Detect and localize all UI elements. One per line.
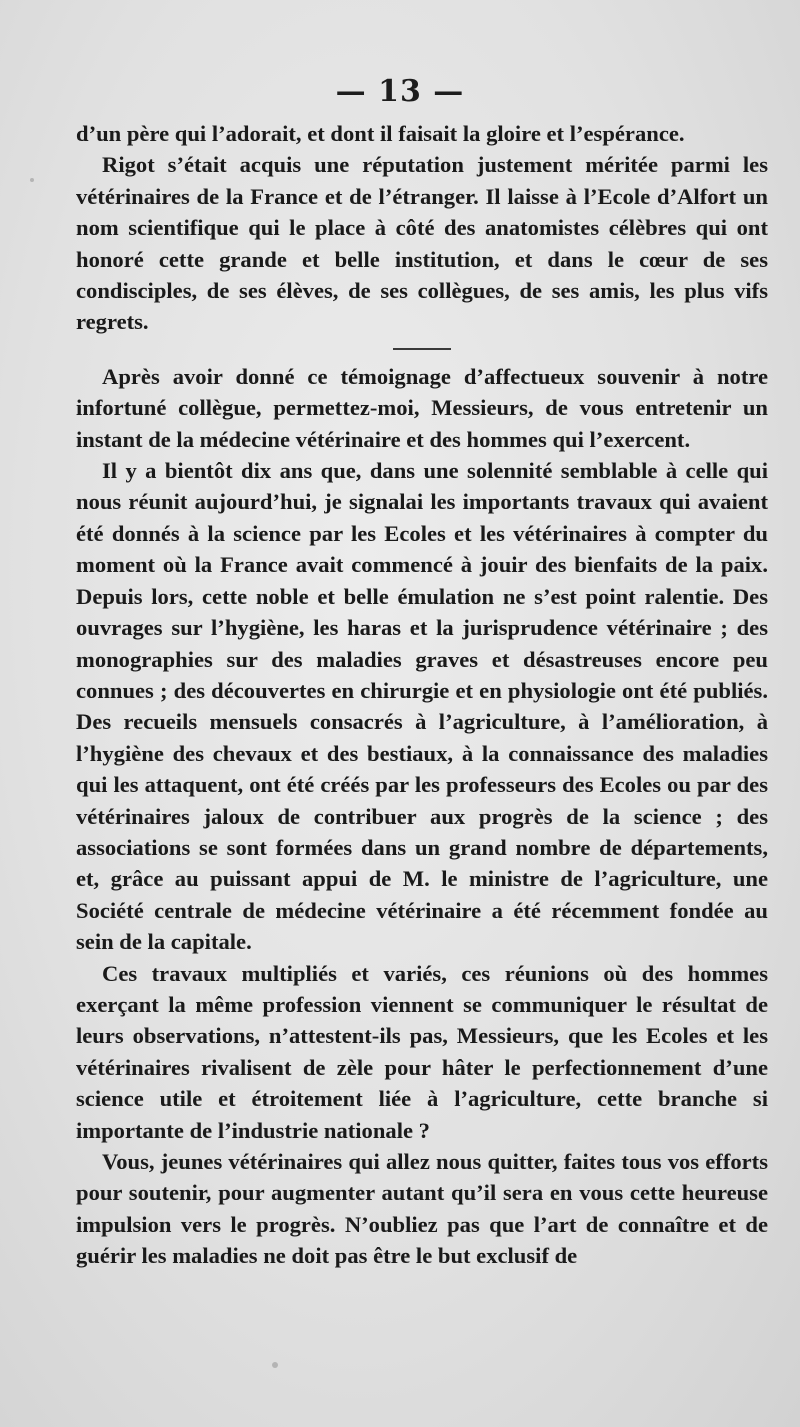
paragraph-1: d’un père qui l’adorait, et dont il faisait la gloire et l’espérance.: [76, 121, 685, 146]
page-body: [76, 118, 768, 1272]
paragraph-5: Ces travaux multipliés et variés, ces réunions où des hommes exerçant la même profession viennent se communiquer le résultat de leurs observations, n’attestent-ils pas, Messieurs, que les Ecoles et les vétérinaires rivalisent de zèle pour hâter le perfectionnement d’une science utile et étroitement liée à l’agriculture, cette branche si importante de l’industrie nationale ?: [76, 960, 768, 1143]
paragraph-2: Rigot s’était acquis une réputation justement méritée parmi les vétérinaires de la France et de l’étranger. Il laisse à l’Ecole d’Alfort un nom scientifique qui le place à côté des anatomistes célèbres qui ont honoré cette grande et belle institution, et dans le cœur de ses condisciples, de ses élèves, de ses collègues, de ses amis, les plus vifs regrets.: [76, 152, 768, 335]
paragraph-6: Vous, jeunes vétérinaires qui allez nous quitter, faites tous vos efforts pour soutenir, pour augmenter autant qu’il sera en vous cette heureuse impulsion vers le progrès. N’oubliez pas que l’art de connaître et de guérir les maladies ne doit pas être le but exclusif de: [76, 1149, 768, 1269]
paragraph-4: Il y a bientôt dix ans que, dans une solennité semblable à celle qui nous réunit aujourd’hui, je signalai les importants travaux qui avaient été donnés à la science par les Ecoles et les vétérinaires à compter du moment où la France avait commencé à jouir des bienfaits de la paix. Depuis lors, cette noble et belle émulation ne s’est point ralentie. Des ouvrages sur l’hygiène, les haras et la jurisprudence vétérinaire ; des monographies sur des maladies graves et désastreuses encore peu connues ; des découvertes en chirurgie et en physiologie ont été publiés. Des recueils mensuels consacrés à l’agriculture, à l’amélioration, à l’hygiène des chevaux et des bestiaux, à la connaissance des maladies qui les attaquent, ont été créés par les professeurs des Ecoles ou par des vétérinaires jaloux de contribuer aux progrès de la science ; des associations se sont formées dans un grand nombre de départements, et, grâce au puissant appui de M. le ministre de l’agriculture, une Société centrale de médecine vétérinaire a été récemment fondée au sein de la capitale.: [76, 458, 768, 955]
section-divider: [393, 348, 451, 350]
page-number: — 13 —: [335, 74, 465, 109]
paragraph-3: Après avoir donné ce témoignage d’affectueux souvenir à notre infortuné collègue, permettez-moi, Messieurs, de vous entretenir un instant de la médecine vétérinaire et des hommes qui l’exercent.: [76, 363, 768, 452]
paper-speck: [272, 1362, 278, 1368]
paper-speck: [30, 178, 34, 182]
